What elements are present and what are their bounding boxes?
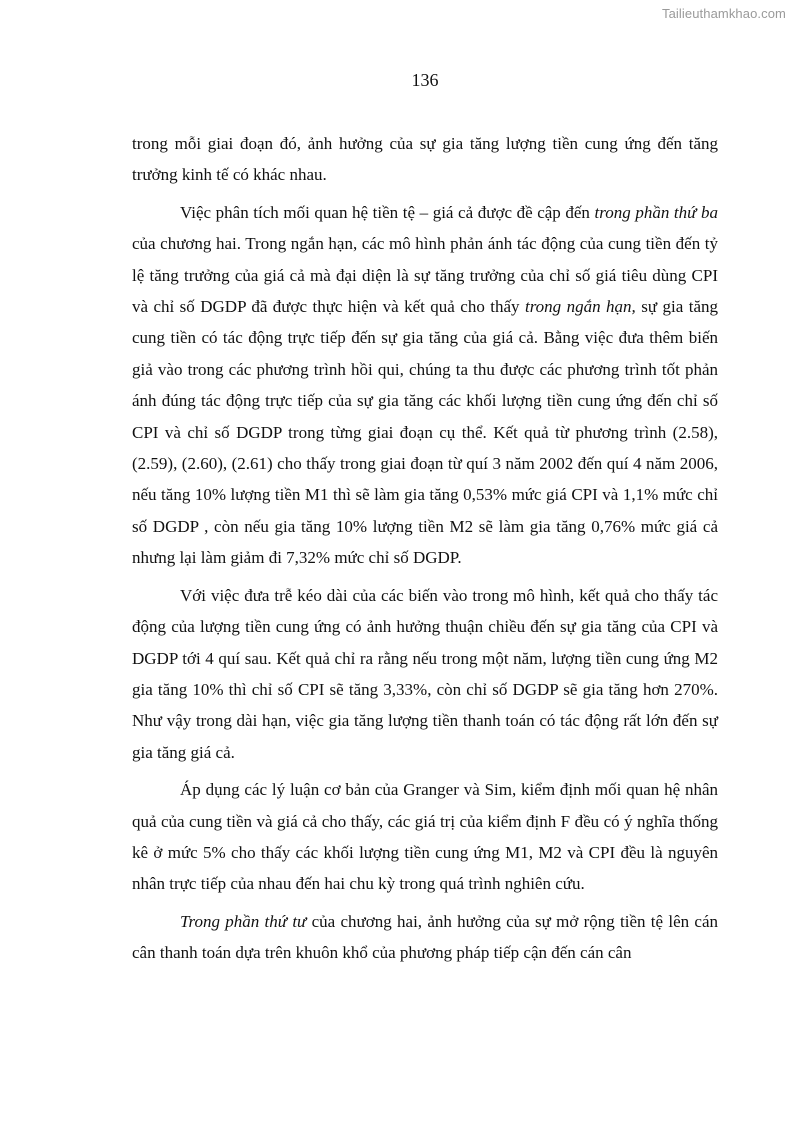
paragraph-2 xyxy=(132,197,718,574)
paragraph-text: Việc phân tích mối quan hệ tiền tệ – giá cả được đề cập đến xyxy=(180,202,595,222)
paragraph-text: sự gia tăng cung tiền có tác động trực tiếp đến sự gia tăng của giá cả. Bằng việc đưa thêm biến giả vào trong các phương trình hồi qui, chúng ta thu được các phương trình tốt phản ánh đúng tác động trực tiếp của sự gia tăng các khối lượng tiền cung ứng đến chỉ số CPI và chỉ số DGDP trong từng giai đoạn cụ thể. Kết quả từ phương trình (2.58), (2.59), (2.60), (2.61) cho thấy trong giai đoạn từ quí 3 năm 2002 đến quí 4 năm 2006, nếu tăng 10% lượng tiền M1 thì sẽ làm gia tăng 0,53% mức giá CPI và 1,1% mức chỉ số DGDP , còn nếu gia tăng 10% lượng tiền M2 sẽ làm gia tăng 0,76% mức giá cả nhưng lại làm giảm đi 7,32% mức chỉ số DGDP. xyxy=(132,297,718,568)
paragraph-text: của chương hai. Trong ngắn hạn, các mô hình phản ánh tác động của cung tiền đến tỷ lệ tăng trưởng của giá cả mà đại diện là sự tăng trưởng của chỉ số giá tiêu dùng CPI và chỉ số DGDP đã được thực hiện và kết quả cho thấy xyxy=(132,234,718,317)
page-number: 136 xyxy=(411,70,439,90)
paragraph-5 xyxy=(132,906,718,969)
paragraph-3 xyxy=(132,580,718,768)
paragraph-4 xyxy=(132,774,718,900)
watermark-text: Tailieuthamkhao.com xyxy=(661,6,786,21)
paragraph-1 xyxy=(132,128,718,191)
paragraph-text: của chương hai, ảnh hưởng của sự mở rộng tiền tệ lên cán cân thanh toán dựa trên khuôn khổ của phương pháp tiếp cận đến cán cân xyxy=(132,911,718,963)
paragraph-text: Với việc đưa trễ kéo dài của các biến vào trong mô hình, kết quả cho thấy tác động của lượng tiền cung ứng có ảnh hưởng thuận chiều đến sự gia tăng của CPI và DGDP tới 4 quí sau. Kết quả chỉ ra rằng nếu trong một năm, lượng tiền cung ứng M2 gia tăng 10% thì chỉ số CPI sẽ tăng 3,33%, còn chỉ số DGDP sẽ gia tăng hơn 270%. Như vậy trong dài hạn, việc gia tăng lượng tiền thanh toán có tác động rất lớn đến sự gia tăng giá cả. xyxy=(132,585,718,762)
italic-phrase: trong phần thứ ba xyxy=(594,202,719,222)
italic-phrase: trong ngắn hạn, xyxy=(524,297,636,317)
italic-phrase: Trong phần thứ tư xyxy=(180,911,307,931)
document-body xyxy=(132,128,718,969)
paragraph-text: Áp dụng các lý luận cơ bản của Granger và Sim, kiểm định mối quan hệ nhân quả của cung tiền và giá cả cho thấy, các giá trị của kiểm định F đều có ý nghĩa thống kê ở mức 5% cho thấy các khối lượng tiền cung ứng M1, M2 và CPI đều là nguyên nhân trực tiếp của nhau đến hai chu kỳ trong quá trình nghiên cứu. xyxy=(132,780,718,894)
paragraph-text: trong mỗi giai đoạn đó, ảnh hưởng của sự gia tăng lượng tiền cung ứng đến tăng trưởng kinh tế có khác nhau. xyxy=(132,134,718,185)
